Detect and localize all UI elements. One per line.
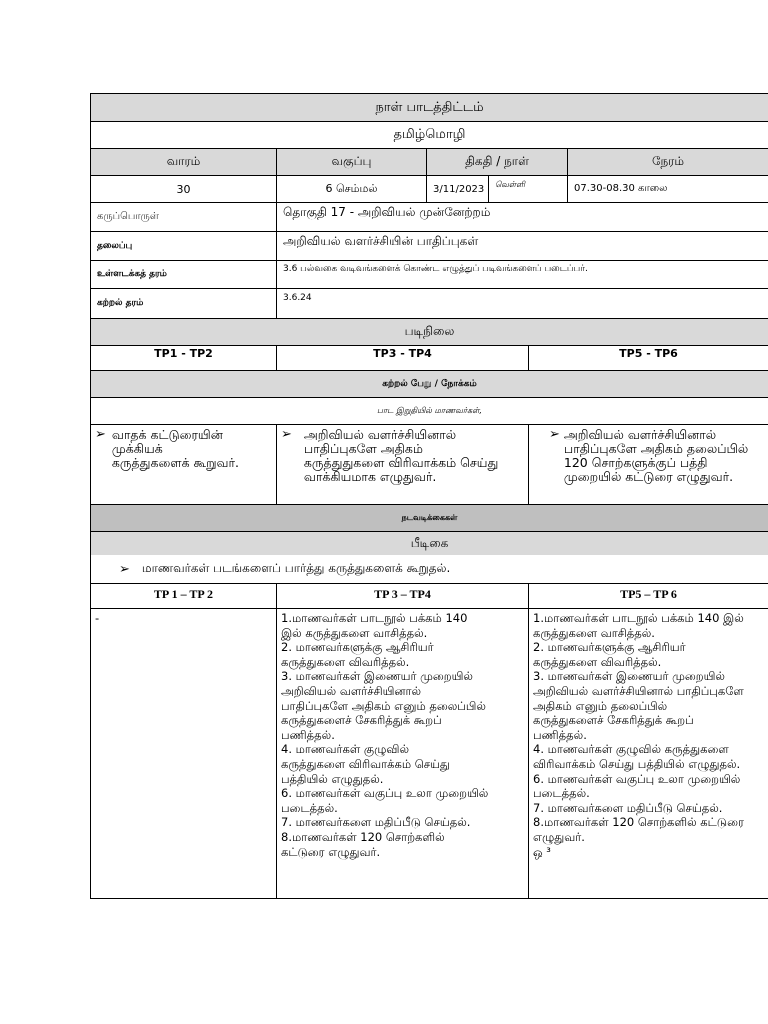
date-header: திகதி / நாள் bbox=[427, 149, 568, 175]
activities-heading: நடவடிக்கைகள் bbox=[401, 513, 458, 522]
theme-value: தொகுதி 17 - அறிவியல் முன்னேற்றம் bbox=[283, 205, 491, 219]
levels-heading: படிநிலை bbox=[404, 324, 455, 338]
activities-heading-row bbox=[90, 504, 768, 531]
subject-row bbox=[90, 121, 768, 148]
level-tp5: TP5 - TP6 bbox=[619, 347, 678, 360]
objectives-row bbox=[90, 424, 768, 504]
subject-name: தமிழ்மொழி bbox=[393, 127, 466, 142]
theme-label: கருப்பொருள் bbox=[91, 203, 277, 231]
objective-intro-row bbox=[90, 397, 768, 424]
content-standard-label: உள்ளடக்கத் தரம் bbox=[91, 261, 277, 288]
objective-tp3 bbox=[277, 425, 529, 504]
objective-heading-row bbox=[90, 370, 768, 397]
arrow-bullet-icon: ➢ bbox=[95, 427, 106, 442]
objective-tp5 bbox=[529, 425, 768, 504]
activity-body-row bbox=[90, 608, 768, 899]
activity-tp5-header: TP5 – TP 6 bbox=[620, 587, 677, 601]
objective-intro: பாட இறுதியில் மாணவர்கள், bbox=[377, 406, 482, 415]
intro-heading-row bbox=[90, 531, 768, 555]
intro-text-row bbox=[90, 555, 768, 583]
activity-tp5-steps: 1.மாணவர்கள் பாடநூல் பக்கம் 140 இல் கருத்துகளை வாசித்தல். 2. மாணவர்களுக்கு ஆசிரியர் கருத்துகளை விவரித்தல். 3. மாணவர்கள் இணையர் முறையில் அறிவியல் வளர்ச்சியினால் பாதிப்புகளே அதிகம் எனும் தலைப்பில் கருத்துகளைச் சேகரித்துக் கூறப் பணித்தல். 4. மாணவர்கள் குழுவில் கருத்துகளை விரிவாக்கம் செய்து பத்தியில் எழுதுதல். 6. மாணவர்கள் வகுப்பு உலா முறையில் படைத்தல். 7. மாணவர்களை மதிப்பீடு செய்தல். 8.மாணவர்கள் 120 சொற்களில் கட்டுரை எழுதுவர். ஒ ³ bbox=[533, 611, 744, 859]
class-header: வகுப்பு bbox=[277, 149, 427, 175]
objective-tp1-text: வாதக் கட்டுரையின் முக்கியக் கருத்துகளைக் கூறுவர். bbox=[111, 427, 239, 470]
info-header-row bbox=[90, 148, 768, 175]
learning-standard-value: 3.6.24 bbox=[283, 293, 312, 303]
objective-tp1 bbox=[91, 425, 277, 504]
activity-tp1-steps: - bbox=[91, 609, 277, 898]
levels-row bbox=[90, 345, 768, 370]
activity-header-row bbox=[90, 583, 768, 608]
activity-tp3-header: TP 3 – TP4 bbox=[277, 584, 529, 608]
learning-standard-row bbox=[90, 288, 768, 318]
content-standard-value: 3.6 பல்வகை வடிவங்களைக் கொண்ட எழுத்துப் படிவங்களைப் படைப்பர். bbox=[283, 264, 588, 274]
level-tp1: TP1 - TP2 bbox=[91, 346, 277, 370]
content-standard-row bbox=[90, 260, 768, 288]
objective-tp3-text: அறிவியல் வளர்ச்சியினால் பாதிப்புகளே அதிகம் கருத்துதுகளை விரிவாக்கம் செய்து வாக்கியமாக எழுதுவர். bbox=[303, 427, 499, 484]
arrow-bullet-icon: ➢ bbox=[281, 427, 292, 442]
title-value: அறிவியல் வளர்ச்சியின் பாதிப்புகள் bbox=[283, 234, 479, 248]
class-value: 6 செம்மல் bbox=[277, 176, 427, 202]
learning-standard-label: கற்றல் தரம் bbox=[91, 289, 277, 318]
plan-title: நாள் பாடத்திட்டம் bbox=[375, 99, 484, 115]
date-value: 3/11/2023 bbox=[427, 176, 489, 202]
activity-tp3-steps: 1.மாணவர்கள் பாடநூல் பக்கம் 140 இல் கருத்துகளை வாசித்தல். 2. மாணவர்களுக்கு ஆசிரியர் கருத்துகளை விவரித்தல். 3. மாணவர்கள் இணையர் முறையில் அறிவியல் வளர்ச்சியினால் பாதிப்புகளே அதிகம் எனும் தலைப்பில் கருத்துகளைச் சேகரித்துக் கூறப் பணித்தல். 4. மாணவர்கள் குழுவில் கருத்துகளை விரிவாக்கம் செய்து பத்தியில் எழுதுதல். 6. மாணவர்கள் வகுப்பு உலா முறையில் படைத்தல். 7. மாணவர்களை மதிப்பீடு செய்தல். 8.மாணவர்கள் 120 சொற்களில் கட்டுரை எழுதுவர். bbox=[277, 609, 529, 898]
objective-tp5-text: அறிவியல் வளர்ச்சியினால் பாதிப்புகளே அதிகம் தலைப்பில் 120 சொற்களுக்குப் பத்தி முறையில் கட்டுரை எழுதுவர். bbox=[563, 427, 749, 484]
objective-heading: கற்றல் பேறு / நோக்கம் bbox=[382, 378, 477, 389]
intro-heading: பீடிகை bbox=[410, 535, 449, 550]
week-header: வாரம் bbox=[91, 149, 277, 175]
arrow-bullet-icon: ➢ bbox=[549, 427, 560, 442]
week-value: 30 bbox=[91, 176, 277, 202]
levels-heading-row bbox=[90, 318, 768, 345]
day-value: வெள்ளி bbox=[489, 176, 568, 202]
info-value-row bbox=[90, 175, 768, 202]
time-value: 07.30-08.30 காலை bbox=[574, 183, 668, 194]
arrow-bullet-icon: ➢ bbox=[119, 561, 130, 577]
level-tp3: TP3 - TP4 bbox=[277, 346, 529, 370]
title-label: தலைப்பு bbox=[91, 232, 277, 260]
intro-text: மாணவர்கள் படங்களைப் பார்த்து கருத்துகளைக் கூறுதல். bbox=[141, 561, 451, 575]
time-header: நேரம் bbox=[651, 154, 685, 168]
activity-tp1-header: TP 1 – TP 2 bbox=[91, 584, 277, 608]
title-row bbox=[90, 231, 768, 260]
plan-title-row bbox=[90, 93, 768, 121]
theme-row bbox=[90, 202, 768, 231]
intro-text-cell bbox=[91, 555, 768, 583]
lesson-plan-table bbox=[90, 93, 768, 899]
